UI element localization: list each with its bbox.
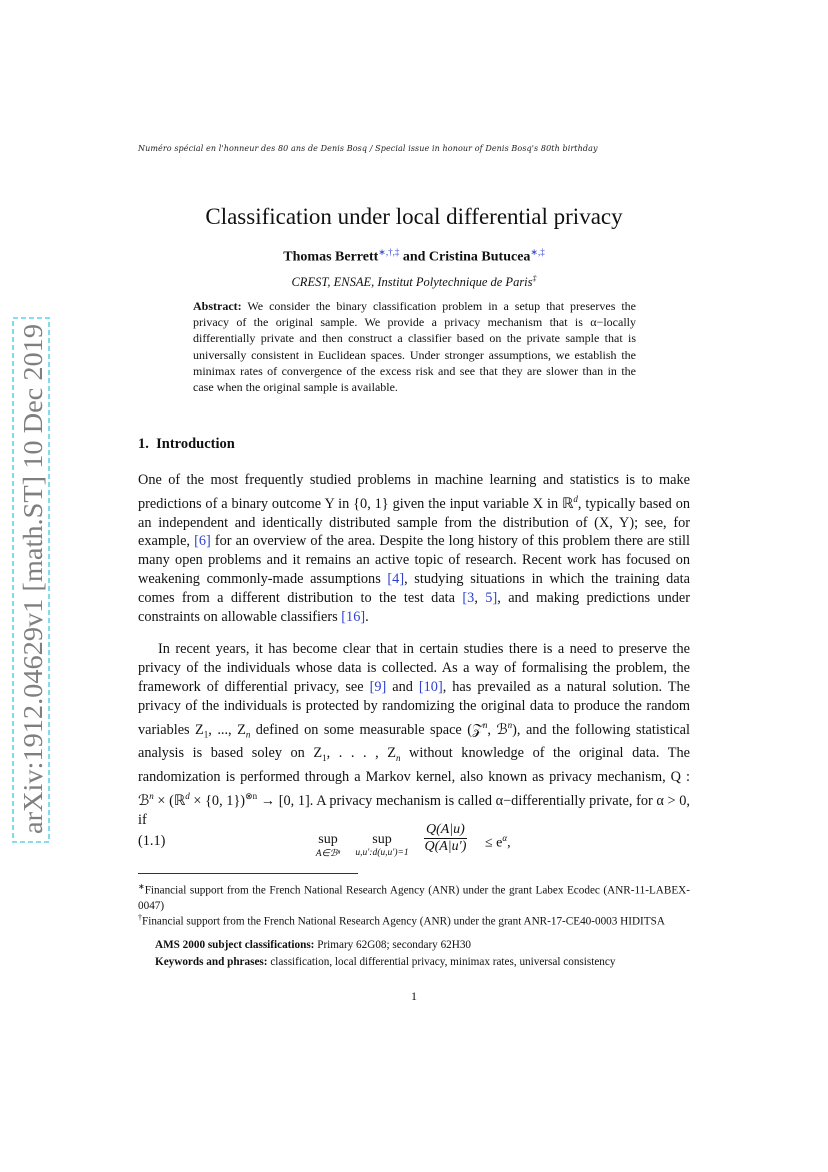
text-run: defined on some measurable space (𝒵 xyxy=(250,721,483,738)
citation-6[interactable]: [6] xyxy=(194,533,211,550)
text-run: × {0, 1}) xyxy=(189,792,246,809)
abstract-text: We consider the binary classification problem in a setup that preserves the privacy of the original sample. We provide a privacy mechanism that is α−locally differentially private and then construct a classifier based on the private sample that is universally consistent in Euclidean spaces. Under stronger assumptions, we establish the minimax rates of convergence of the excess risk and see that they are slower than in the case when the original sample is available. xyxy=(193,299,636,395)
citation-9[interactable]: [9] xyxy=(369,678,387,695)
eq-sub-1: A∈ℬⁿ xyxy=(315,849,341,859)
paper-title: Classification under local differential privacy xyxy=(205,204,623,229)
equation-1-1 xyxy=(310,822,570,866)
citation-10[interactable]: [10] xyxy=(418,678,443,695)
text-run: , typically based on an independent and identically distributed sample from the distribution of (X, Y); see, for example, xyxy=(138,495,690,550)
math-sub: n xyxy=(245,729,251,740)
ams-classification xyxy=(155,939,690,951)
text-run: without knowledge of the original data. The randomization is performed through a Markov kernel, also known as privacy mechanism, Q : ℬ xyxy=(138,745,690,809)
text-run: × (ℝ xyxy=(153,792,186,809)
math-sup: n xyxy=(507,719,513,730)
footnote-1-mark: ∗ xyxy=(138,882,145,891)
abstract-label: Abstract: xyxy=(193,299,242,313)
paragraph-1 xyxy=(138,471,690,627)
math-sub: n xyxy=(396,753,401,764)
text-run: and xyxy=(386,678,419,695)
keywords-label: Keywords and phrases: xyxy=(155,956,268,968)
author-2: Cristina Butucea xyxy=(428,249,531,265)
math-sup: d xyxy=(573,493,578,504)
math-sup: n xyxy=(149,790,154,801)
section-heading xyxy=(138,436,235,453)
text-run: ), and the following statistical analysis is based soley on Z xyxy=(138,721,691,762)
footnote-2 xyxy=(138,910,690,930)
section-title: Introduction xyxy=(156,436,235,452)
math-sup: d xyxy=(185,790,190,801)
eq-numerator: Q(A|u) xyxy=(426,822,465,837)
eq-denominator: Q(A|u′) xyxy=(424,839,467,854)
affiliation-text: CREST, ENSAE, Institut Polytechnique de Paris xyxy=(291,275,533,290)
page-number: 1 xyxy=(411,989,417,1003)
keywords-text: classification, local differential privacy, minimax rates, universal consistency xyxy=(267,956,616,968)
text-run: , and making predictions under constraints on allowable classifiers xyxy=(138,590,690,626)
text-run: . xyxy=(365,609,369,626)
footnote-divider xyxy=(138,873,358,874)
text-run: , xyxy=(474,590,486,607)
eq-rhs-sup: α xyxy=(502,833,508,843)
eq-tail: , xyxy=(507,835,511,851)
author-2-marks[interactable]: ∗,‡ xyxy=(530,247,545,257)
author-1: Thomas Berrett xyxy=(283,249,379,265)
footnote-2-mark: † xyxy=(138,913,142,922)
text-run: for an overview of the area. Despite the long history of this problem there are still many open problems and it remains an active topic of research. Recent work has focused on weakening commonly-made assumptions xyxy=(138,533,690,588)
math-sub: 1 xyxy=(203,729,209,740)
citation-16[interactable]: [16] xyxy=(341,609,366,626)
math-sup: n xyxy=(482,719,488,730)
arxiv-stamp-text: arXiv:1912.04629v1 [math.ST] 10 Dec 2019 xyxy=(18,348,48,834)
text-run: In recent years, it has become clear that in certain studies there is a need to preserve the privacy of the individuals whose data is collected. As a way of formalising the problem, the framework of differential privacy, see xyxy=(138,641,690,695)
affiliation xyxy=(0,274,828,290)
math-sub: 1 xyxy=(322,753,327,764)
abstract xyxy=(193,298,636,395)
equation-number: (1.1) xyxy=(138,833,166,849)
eq-sup-2: sup xyxy=(372,832,392,847)
paragraph-2 xyxy=(138,640,690,829)
section-number: 1. xyxy=(138,436,149,452)
ams-label: AMS 2000 subject classifications: xyxy=(155,939,315,951)
footnote-1 xyxy=(138,879,690,914)
citation-5[interactable]: 5] xyxy=(485,590,498,607)
text-run: , studying situations in which the training data comes from a different distribution to the test data xyxy=(138,571,690,607)
eq-rhs: ≤ e xyxy=(485,835,503,851)
keywords xyxy=(138,955,690,970)
citation-4[interactable]: [4] xyxy=(387,571,405,588)
ams-text: Primary 62G08; secondary 62H30 xyxy=(314,939,472,951)
citation-3[interactable]: [3 xyxy=(462,590,475,607)
text-run: , . . . , Z xyxy=(326,745,396,762)
text-run: , has prevailed as a natural solution. The privacy of the individuals is protected by randomizing the original data to produce the random variables Z xyxy=(138,678,691,738)
eq-sub-2: u,u′:d(u,u′)=1 xyxy=(355,848,409,858)
author-1-marks[interactable]: ∗,†,‡ xyxy=(378,247,400,257)
special-issue-header: Numéro spécial en l'honneur des 80 ans de Denis Bosq / Special issue in honour of Denis Bosq's 80th birthday xyxy=(138,144,598,153)
affiliation-mark: ‡ xyxy=(532,274,537,283)
text-run: , ℬ xyxy=(487,721,508,738)
text-run: One of the most frequently studied problems in machine learning and statistics is to make predictions of a binary outcome Y in {0, 1} given the input variable X in ℝ xyxy=(138,472,690,512)
authors-and: and xyxy=(399,249,429,265)
footnote-2-text: Financial support from the French National Research Agency (ANR) under the grant ANR-17-CE40-0003 HIDITSA xyxy=(142,915,665,928)
text-run: → [0, 1]. A privacy mechanism is called α−differentially private, for α > 0, if xyxy=(138,792,690,828)
text-run: , ..., Z xyxy=(208,721,246,738)
footnote-1-text: Financial support from the French National Research Agency (ANR) under the grant Labex Ecodec (ANR-11-LABEX-0047) xyxy=(138,884,690,912)
authors xyxy=(0,247,828,266)
eq-sup-1: sup xyxy=(318,832,338,847)
arxiv-stamp xyxy=(10,316,52,844)
math-sup: ⊗n xyxy=(245,790,258,801)
